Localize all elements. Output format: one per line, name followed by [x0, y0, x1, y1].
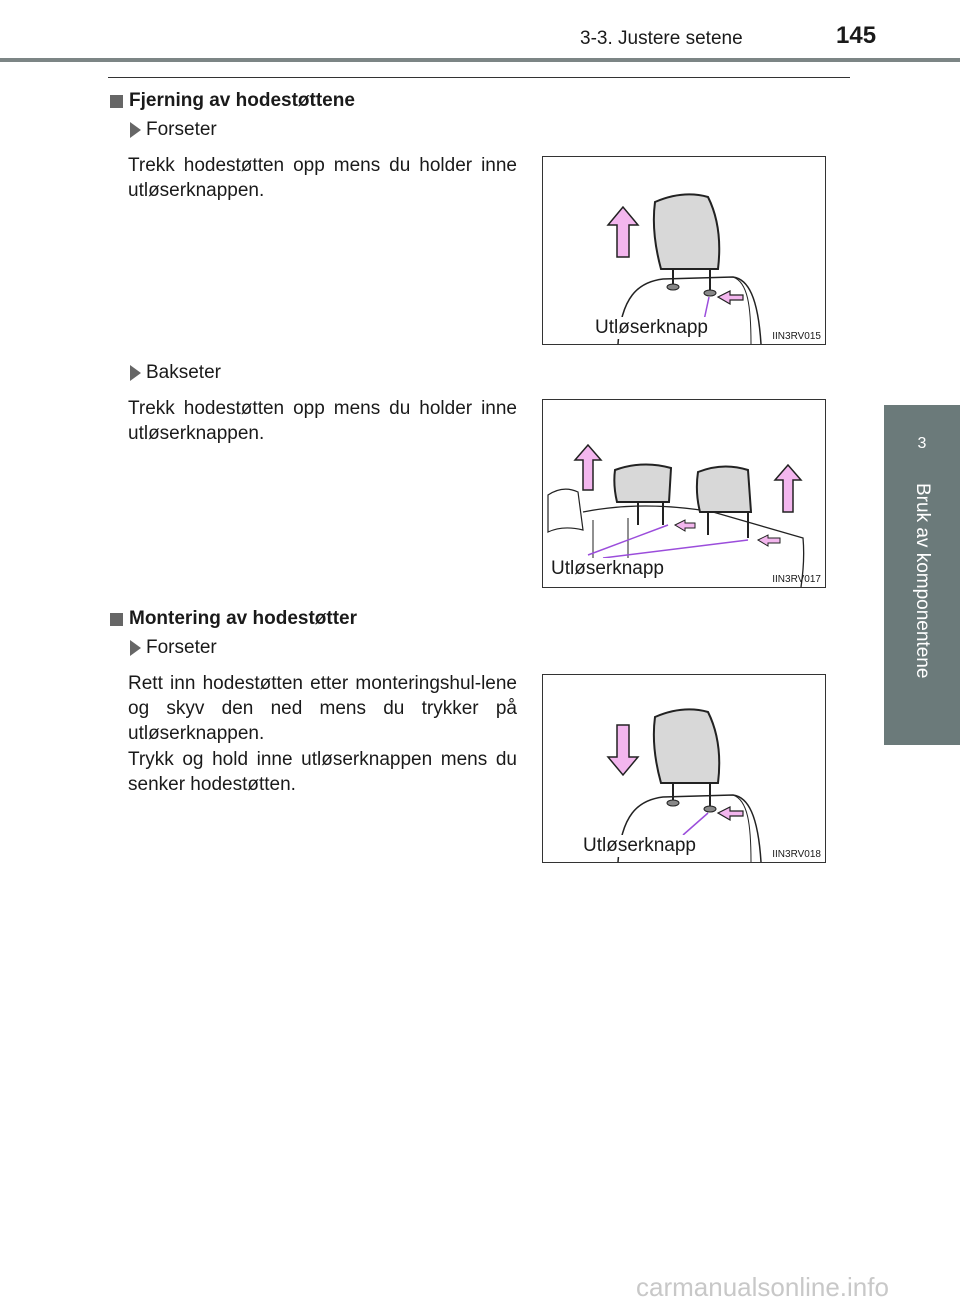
- triangle-bullet-icon: [130, 640, 141, 656]
- figure-code: IIN3RV017: [772, 574, 821, 585]
- figure-front-headrest-removal: [542, 156, 826, 345]
- chapter-side-tab: [884, 405, 960, 745]
- triangle-bullet-icon: [130, 365, 141, 381]
- chapter-label: Bruk av komponentene: [912, 483, 933, 679]
- figure-callout-label: Utløserknapp: [595, 317, 708, 338]
- square-bullet-icon: [110, 613, 123, 626]
- figure-callout-label: Utløserknapp: [583, 835, 696, 856]
- figure-rear-headrest-removal: [542, 399, 826, 588]
- watermark: carmanualsonline.info: [636, 1272, 889, 1302]
- header-bar: [0, 58, 960, 62]
- section-heading-removal: Fjerning av hodestøttene: [110, 90, 355, 112]
- header-section-title: 3-3. Justere setene: [580, 28, 743, 49]
- triangle-bullet-icon: [130, 122, 141, 138]
- figure-callout-label: Utløserknapp: [551, 558, 664, 579]
- header-rule: [108, 77, 850, 78]
- subheading-rear-seats: Bakseter: [130, 362, 221, 384]
- figure-code: IIN3RV018: [772, 849, 821, 860]
- paragraph: Trykk og hold inne utløserknappen mens du senker hodestøtten.: [128, 749, 517, 795]
- page-number: 145: [836, 22, 877, 49]
- paragraph: Trekk hodestøtten opp mens du holder inne utløserknappen.: [128, 155, 517, 201]
- subheading-front-seats: Forseter: [130, 637, 217, 659]
- figure-front-headrest-installation: [542, 674, 826, 863]
- paragraph: Trekk hodestøtten opp mens du holder inne utløserknappen.: [128, 398, 517, 444]
- figure-code: IIN3RV015: [772, 331, 821, 342]
- section-heading-installation: Montering av hodestøtter: [110, 608, 357, 630]
- chapter-number: 3: [917, 435, 927, 452]
- subheading-front-seats: Forseter: [130, 119, 217, 141]
- square-bullet-icon: [110, 95, 123, 108]
- paragraph: Rett inn hodestøtten etter monteringshul-lene og skyv den ned mens du trykker på utløserknappen.: [128, 673, 517, 744]
